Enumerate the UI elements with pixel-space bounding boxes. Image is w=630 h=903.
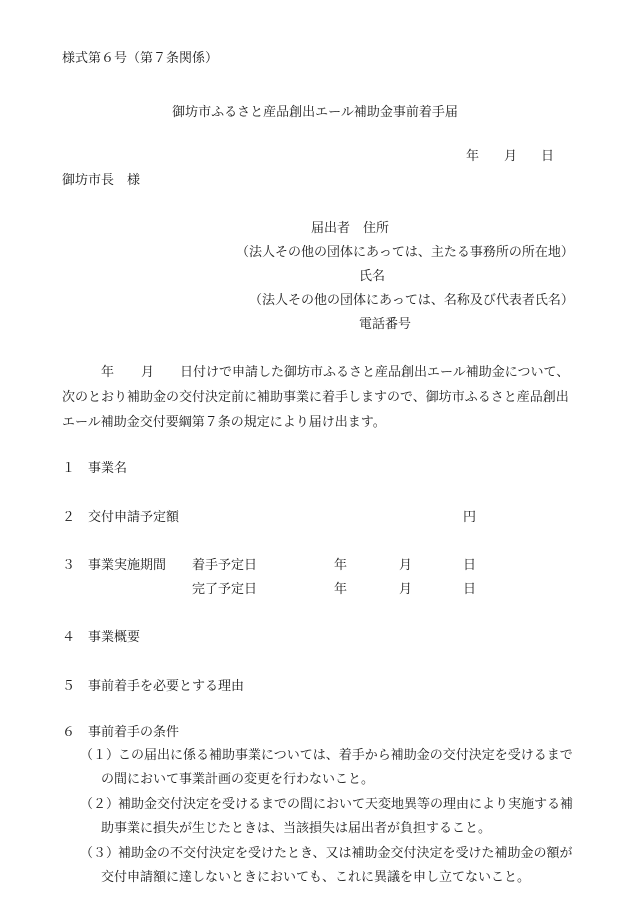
item3-start-year: 年 [334,558,348,573]
notifier-phone-label: 電話番号 [359,317,412,332]
item3-start-month: 月 [399,558,413,573]
condition-3-number: （３） [80,846,120,861]
condition-2-line1: 補助金交付決定を受けるまでの間において天変地異等の理由により実施する補 [118,797,574,812]
condition-1-line2: の間において事業計画の変更を行わないこと。 [101,772,375,787]
item3-number: ３ [62,558,76,573]
item3-end-day: 日 [463,582,477,597]
item3-end-year: 年 [334,582,348,597]
item4-number: ４ [62,630,76,645]
item3-start-label: 着手予定日 [192,558,258,573]
item2-unit: 円 [463,510,477,525]
document-title: 御坊市ふるさと産品創出エール補助金事前着手届 [172,105,458,120]
item5-number: ５ [62,679,76,694]
item3-label: 事業実施期間 [88,558,167,573]
body-text-line2: 次のとおり補助金の交付決定前に補助事業に着手しますので、御坊市ふるさと産品創出 [62,390,569,405]
item2-label: 交付申請予定額 [88,510,180,525]
item6-label: 事前着手の条件 [88,725,180,740]
item3-end-label: 完了予定日 [192,582,258,597]
item6-number: ６ [62,725,76,740]
date-day: 日 [541,149,555,164]
notifier-name-note: （法人その他の団体にあっては、名称及び代表者氏名） [249,293,574,308]
notifier-name-label: 氏名 [359,269,386,284]
condition-3-line2: 交付申請額に達しないときにおいても、これに異議を申し立てないこと。 [101,870,531,885]
item3-start-day: 日 [463,558,477,573]
condition-1-line1: この届出に係る補助事業については、着手から補助金の交付決定を受けるまで [118,748,573,763]
item2-number: ２ [62,510,76,525]
item5-label: 事前着手を必要とする理由 [88,679,245,694]
date-month: 月 [504,149,518,164]
body-year: 年 [101,365,115,380]
item1-label: 事業名 [88,461,128,476]
date-year: 年 [466,149,480,164]
item4-label: 事業概要 [88,630,141,645]
notifier-address-label: 届出者 住所 [311,221,390,236]
body-text-line3: エール補助金交付要綱第７条の規定により届け出ます。 [62,415,386,430]
condition-2-number: （２） [80,797,120,812]
condition-3-line1: 補助金の不交付決定を受けたとき、又は補助金交付決定を受けた補助金の額が [118,846,573,861]
item3-end-month: 月 [399,582,413,597]
condition-1-number: （１） [80,748,120,763]
item1-number: １ [62,461,76,476]
form-label: 様式第６号（第７条関係） [62,51,219,66]
condition-2-line2: 助事業に損失が生じたときは、当該損失は届出者が負担すること。 [101,821,492,836]
addressee: 御坊市長 様 [62,173,141,188]
body-text-line1: 日付けで申請した御坊市ふるさと産品創出エール補助金について、 [180,365,570,380]
notifier-address-note: （法人その他の団体にあっては、主たる事務所の所在地） [236,245,574,260]
body-month: 月 [141,365,155,380]
